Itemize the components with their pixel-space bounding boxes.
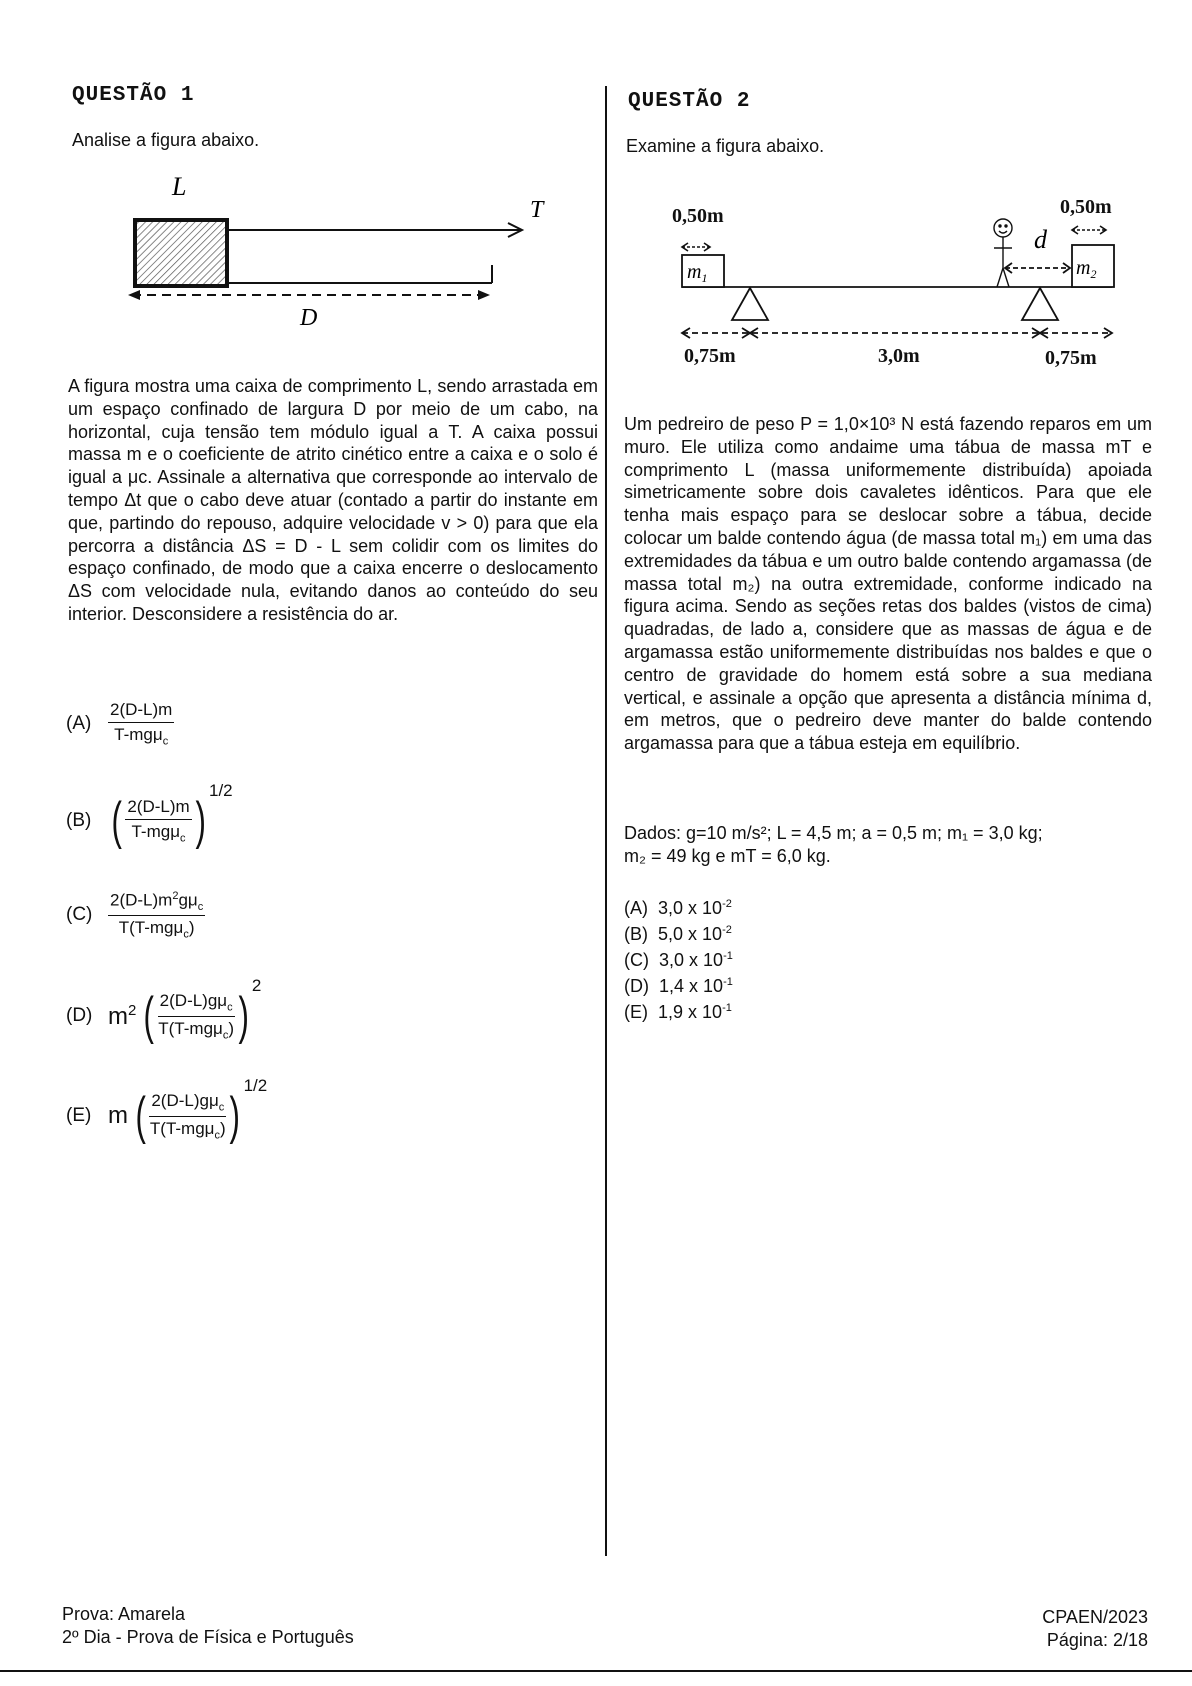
question-1-intro: Analise a figura abaixo. — [72, 130, 260, 150]
label-d: d — [1034, 225, 1047, 254]
exam-code: CPAEN/2023 — [1042, 1607, 1148, 1627]
question-1-figure — [110, 165, 570, 335]
alternative-e[interactable]: (E) m ( $\frac{2(D-L)g\mu_c}{T(T-mg\mu_c)}$ ) 1/2 — [66, 1076, 268, 1145]
dim-right-bottom: 0,75m — [1045, 347, 1097, 369]
question-2-figure — [660, 190, 1135, 375]
question-2-title: QUESTÃO 2 — [628, 90, 751, 113]
alternative-a[interactable]: (A) 3,0 x $10^{-2}$ — [624, 898, 732, 918]
svg-text:m1: $m_1$ — [687, 261, 708, 285]
footer-right — [1042, 1606, 1148, 1652]
alt-letter: (E) — [66, 1105, 92, 1126]
alternative-d[interactable]: (D) $m^2$ ( $\frac{2(D-L)g\mu_c}{T(T-mg\mu_c)}$ ) 2 — [66, 976, 262, 1045]
column-divider — [605, 86, 607, 1556]
support-right — [1022, 288, 1058, 320]
question-2-data-line1: Dados: g=10 m/s²; L = 4,5 m; a = 0,5 m; m₁ = 3,0 kg; — [624, 823, 1043, 843]
page-number: Página: 2/18 — [1046, 1630, 1148, 1650]
dim-left-top: 0,50m — [672, 205, 724, 227]
question-2-intro: Examine a figura abaixo. — [626, 136, 825, 156]
alternative-e[interactable]: (E) 1,9 x $10^{-1}$ — [624, 1002, 732, 1022]
bottom-rule — [0, 1670, 1192, 1672]
label-D: D — [300, 305, 318, 331]
question-2-alternatives — [624, 893, 733, 1023]
alt-letter: (C) — [66, 904, 93, 926]
fraction: $\frac{2(D-L)m^2g\mu_c}{T(T-mg\mu_c)}$ — [110, 890, 204, 941]
alternative-a[interactable] — [66, 700, 174, 747]
question-2-text: Um pedreiro de peso P = 1,0×10³ N está fazendo reparos em um muro. Ele utiliza como andaime uma tábua de massa mT e comprimento L (massa uniformemente distribuída) apoiada simetricamente sobre dois cavaletes idênticos. Para que ele tenha mais espaço para se deslocar sobre a tábua, decide colocar um balde contendo água (de massa total m₁) em uma das extremidades da tábua e um outro balde contendo argamassa (de massa total m₂) na outra extremidade, conforme indicado na figura acima. Sendo as seções retas dos baldes (vistos de cima) quadradas, de lado a, considere que as massas de água e de argamassa estão uniformemente distribuídas nos baldes e que o centro de gravidade do homem está sobre a sua mediana vertical, e assinale a opção que apresenta a distância mínima d, em metros, que o pedreiro deve manter do balde contendo argamassa para que a tábua esteja em equilíbrio. — [624, 414, 1152, 754]
fraction: $\frac{2(D-L)m}{T-mg\mu_c}$ — [110, 700, 173, 748]
dim-right-top: 0,50m — [1060, 196, 1112, 218]
alternative-c[interactable]: (C) 3,0 x $10^{-1}$ — [624, 950, 733, 970]
alternative-c[interactable] — [66, 890, 205, 940]
fraction: $\frac{2(D-L)g\mu_c}{T(T-mg\mu_c)}$ — [158, 991, 234, 1041]
alternative-b[interactable]: (B) ( $\frac{2(D-L)m}{T-mg\mu_c}$ ) 1/2 — [66, 781, 233, 850]
question-2-data-line2: m₂ = 49 kg e mT = 6,0 kg. — [624, 846, 831, 866]
dim-mid-bottom: 3,0m — [878, 345, 920, 367]
box — [135, 220, 227, 286]
alt-letter: (A) — [66, 712, 92, 734]
question-1-text: A figura mostra uma caixa de comprimento L, sendo arrastada em um espaço confinado de largura D por meio de um cabo, na horizontal, cuja tensão tem módulo igual a T. A caixa possui massa m e o coeficiente de atrito cinético entre a caixa e o solo é igual a μc. Assinale a alternativa que corresponde ao intervalo de tempo Δt que o cabo deve atuar (contado a partir do instante em que, partindo do repouso, adquire velocidade v > 0) para que ela percorra a distância ΔS = D - L sem colidir com os limites do espaço confinado, de modo que a caixa encerre o deslocamento ΔS com velocidade nula, evitando danos ao conteúdo do seu interior. Desconsidere a resistência do ar. — [68, 376, 598, 624]
exam-day: 2º Dia - Prova de Física e Português — [62, 1627, 354, 1647]
alt-letter: (D) — [66, 1005, 93, 1026]
question-1-title: QUESTÃO 1 — [72, 84, 195, 107]
fraction: $\frac{2(D-L)m}{T-mg\mu_c}$ — [127, 797, 190, 845]
label-L: L — [172, 172, 187, 201]
svg-text:m2: $m_2$ — [1076, 257, 1097, 281]
dim-left-bottom: 0,75m — [684, 345, 736, 367]
support-left — [732, 288, 768, 320]
fraction: $\frac{2(D-L)g\mu_c}{T(T-mg\mu_c)}$ — [149, 1091, 226, 1141]
footer-left — [62, 1603, 354, 1649]
man-figure — [994, 219, 1012, 287]
label-T: T — [530, 197, 544, 223]
exam-version: Prova: Amarela — [62, 1604, 186, 1624]
alternative-b[interactable]: (B) 5,0 x $10^{-2}$ — [624, 924, 732, 944]
alt-letter: (B) — [66, 810, 92, 831]
alternative-d[interactable]: (D) 1,4 x $10^{-1}$ — [624, 976, 733, 996]
